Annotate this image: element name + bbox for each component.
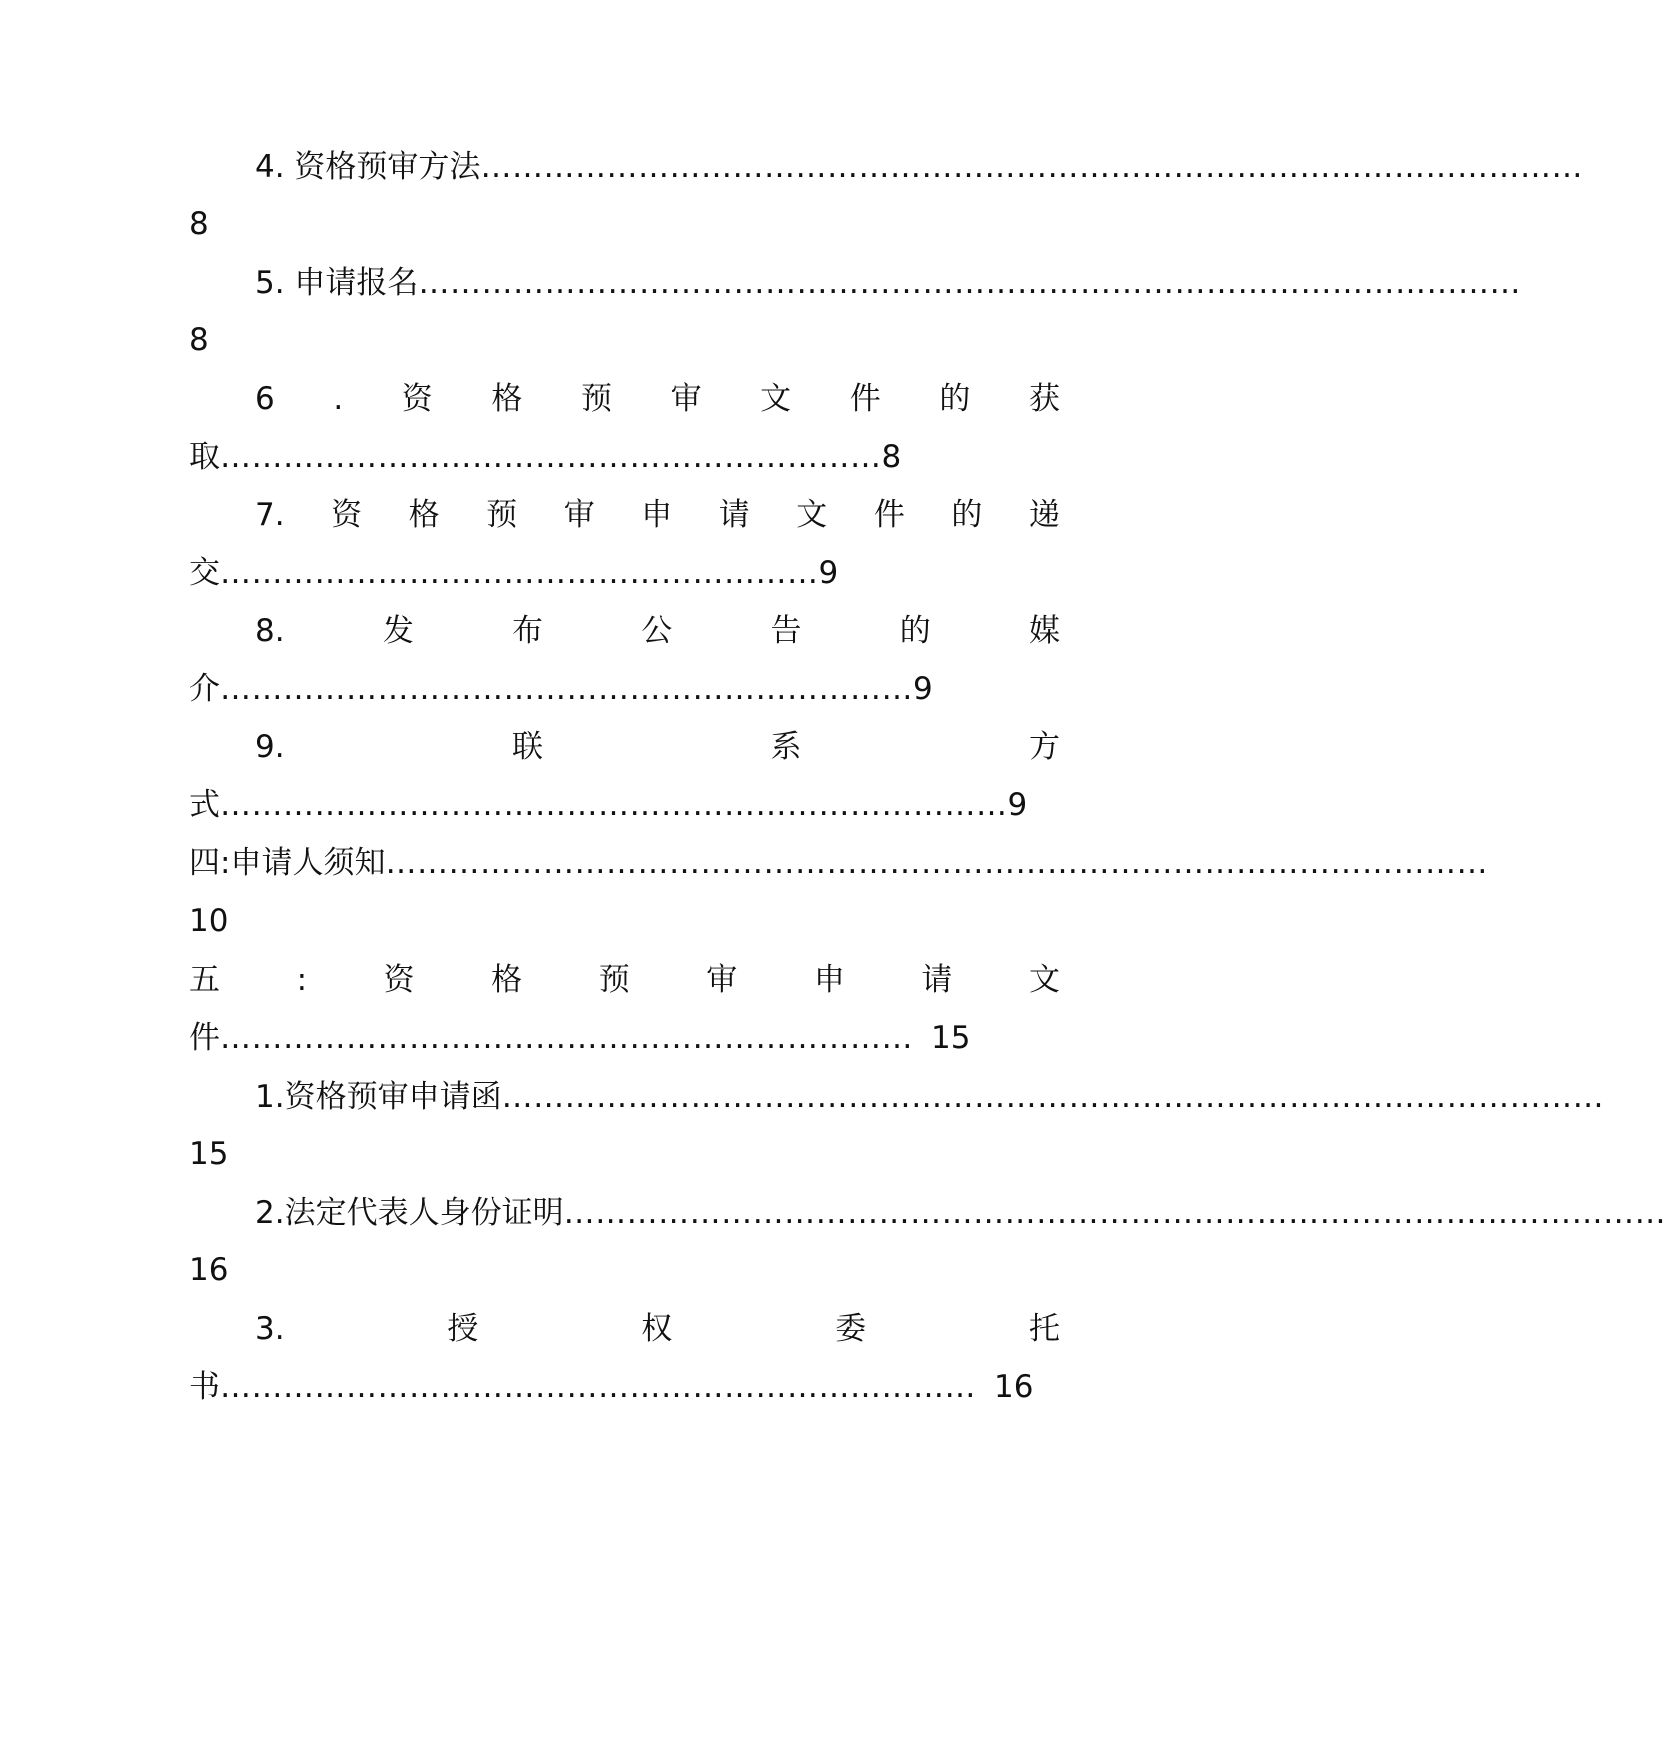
toc-char: :	[296, 962, 308, 998]
dot-leader: ……………………………………………………………………………………………	[563, 1195, 1666, 1231]
toc-entry-label: 5. 申请报名	[255, 265, 419, 301]
toc-char: 文	[1028, 962, 1060, 998]
toc-entry-8[interactable]	[255, 609, 1060, 653]
toc-char: 方	[1028, 729, 1060, 765]
toc-char: .	[333, 381, 344, 417]
toc-char: 格	[491, 381, 523, 417]
toc-char: 7.	[255, 497, 285, 533]
toc-char: 格	[408, 497, 440, 533]
toc-char: 件	[189, 1020, 220, 1056]
toc-entry-page: 8	[189, 206, 209, 242]
dot-leader: ……………………………………………………………………………………………	[480, 149, 1583, 185]
toc-entry-5[interactable]	[255, 261, 1521, 305]
dot-leader: ………………………………………………………………	[220, 1369, 976, 1405]
toc-entry-9-continuation	[189, 783, 1060, 827]
toc-char: 系	[770, 729, 802, 765]
dot-leader: …………………………………………………	[220, 555, 819, 591]
toc-char: 9.	[255, 729, 285, 765]
toc-entry-label: 2.法定代表人身份证明	[255, 1195, 564, 1231]
toc-char: 委	[835, 1311, 867, 1347]
toc-char: 审	[563, 497, 595, 533]
toc-char: 文	[796, 497, 828, 533]
toc-char: 递	[1028, 497, 1060, 533]
dot-leader: ……………………………………………………………………………………………	[418, 265, 1521, 301]
toc-entry-6[interactable]	[255, 377, 1060, 421]
toc-char: 请	[921, 962, 953, 998]
toc-char: 格	[491, 962, 523, 998]
toc-char: 介	[189, 671, 220, 707]
toc-char: 预	[486, 497, 518, 533]
toc-section-4[interactable]	[189, 841, 1488, 885]
toc-char: 的	[939, 381, 971, 417]
toc-entry-page: 10	[189, 903, 229, 939]
toc-entry-4[interactable]	[255, 145, 1583, 189]
toc-entry-page: 8	[881, 439, 902, 475]
toc-subentry-3[interactable]	[255, 1307, 1060, 1351]
toc-char: 申	[813, 962, 845, 998]
toc-entry-9[interactable]	[255, 725, 1060, 769]
toc-char: 审	[706, 962, 738, 998]
toc-entry-page: 16	[994, 1369, 1034, 1405]
toc-char: 权	[641, 1311, 673, 1347]
toc-char: 文	[760, 381, 792, 417]
toc-char: 3.	[255, 1311, 285, 1347]
toc-char: 托	[1028, 1311, 1060, 1347]
toc-char: 授	[447, 1311, 479, 1347]
toc-char: 预	[580, 381, 612, 417]
toc-char: 资	[331, 497, 363, 533]
toc-char: 式	[189, 787, 220, 823]
toc-char: 预	[598, 962, 630, 998]
toc-subentry-3-continuation	[189, 1365, 1060, 1409]
toc-char: 资	[401, 381, 433, 417]
toc-entry-page: 16	[189, 1252, 229, 1288]
toc-char: 布	[512, 613, 544, 649]
toc-entry-page: 9	[818, 555, 839, 591]
toc-char: 公	[641, 613, 673, 649]
dot-leader: …………………………………………………………	[220, 1020, 913, 1056]
toc-char: 6	[255, 381, 275, 417]
toc-char: 联	[512, 729, 544, 765]
dot-leader: …………………………………………………………	[220, 671, 913, 707]
toc-char: 媒	[1028, 613, 1060, 649]
toc-subentry-1[interactable]	[255, 1075, 1605, 1119]
toc-char: 五	[189, 962, 220, 998]
toc-section-5-continuation	[189, 1016, 1060, 1060]
toc-entry-6-continuation	[189, 435, 1060, 479]
toc-entry-page: 8	[189, 322, 209, 358]
toc-char: 申	[641, 497, 673, 533]
toc-entry-label: 1.资格预审申请函	[255, 1079, 502, 1115]
toc-char: 取	[189, 439, 220, 475]
toc-section-5[interactable]	[189, 958, 1060, 1002]
toc-entry-page: 15	[189, 1136, 229, 1172]
toc-entry-page: 9	[913, 671, 933, 707]
toc-entry-page: 15	[931, 1020, 971, 1056]
dot-leader: ………………………………………………………	[220, 439, 882, 475]
dot-leader: …………………………………………………………………	[220, 787, 1008, 823]
toc-char: 请	[718, 497, 750, 533]
toc-char: 件	[849, 381, 881, 417]
toc-entry-page: 9	[1007, 787, 1028, 823]
toc-char: 获	[1028, 381, 1060, 417]
toc-subentry-2[interactable]	[255, 1191, 1666, 1235]
toc-char: 件	[873, 497, 905, 533]
toc-char: 的	[951, 497, 983, 533]
toc-char: 发	[382, 613, 414, 649]
toc-char: 告	[770, 613, 802, 649]
toc-char: 资	[383, 962, 415, 998]
toc-entry-8-continuation	[189, 667, 1060, 711]
toc-entry-7-continuation	[189, 551, 1060, 595]
toc-char: 8.	[255, 613, 285, 649]
toc-char: 书	[189, 1369, 220, 1405]
toc-entry-label: 4. 资格预审方法	[255, 149, 481, 185]
toc-entry-7[interactable]	[255, 493, 1060, 537]
toc-char: 审	[670, 381, 702, 417]
toc-char: 的	[899, 613, 931, 649]
dot-leader: ……………………………………………………………………………………………	[385, 845, 1488, 881]
toc-char: 交	[189, 555, 220, 591]
toc-entry-label: 四:申请人须知	[189, 845, 386, 881]
dot-leader: ……………………………………………………………………………………………	[501, 1079, 1605, 1115]
